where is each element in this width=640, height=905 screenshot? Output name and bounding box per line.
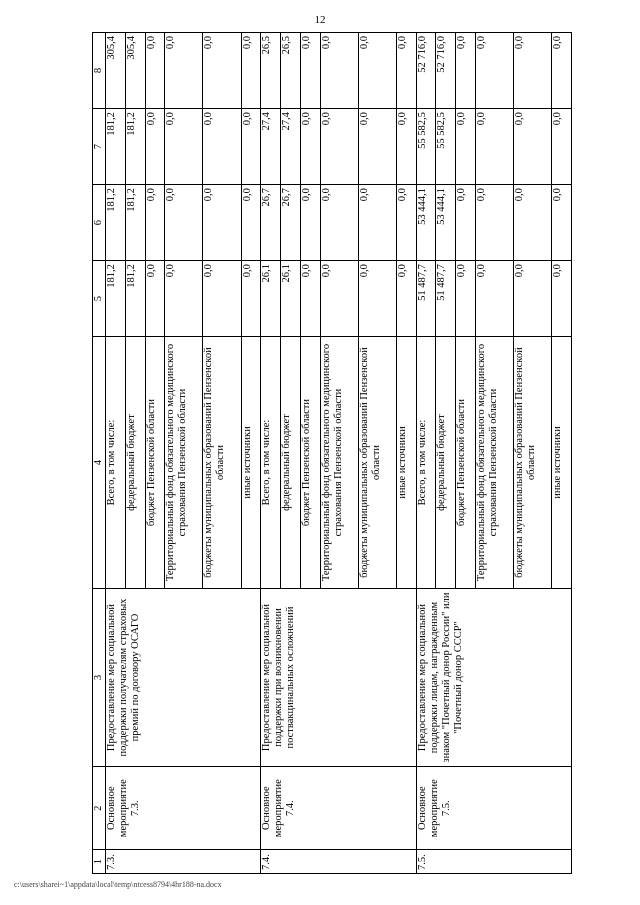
amount-cell: 0,0 [241,33,261,109]
amount-cell: 0,0 [300,109,320,185]
amount-cell: 26,1 [281,261,301,337]
table-row [106,33,126,874]
funding-source: Всего, в том числе: [261,337,281,589]
amount-cell: 0,0 [358,33,396,109]
column-number: 1 [93,850,106,874]
funding-source: бюджет Пензенской области [300,337,320,589]
funding-source: бюджеты муниципальных образований Пензенской области [514,337,552,589]
amount-cell: 0,0 [203,33,241,109]
funding-table [92,32,572,874]
amount-cell: 0,0 [552,109,572,185]
amount-cell: 0,0 [552,185,572,261]
funding-source: Территориальный фонд обязательного медицинского страхования Пензенской области [165,337,203,589]
column-number: 5 [93,261,106,337]
amount-cell: 0,0 [476,109,514,185]
amount-cell: 0,0 [396,261,416,337]
table-row [261,33,281,874]
activity-name: Основное мероприятие 7.5. [416,767,571,850]
amount-cell: 0,0 [456,261,476,337]
amount-cell: 0,0 [552,261,572,337]
amount-cell: 0,0 [165,185,203,261]
amount-cell: 0,0 [320,33,358,109]
amount-cell: 53 444,1 [416,185,436,261]
column-number: 7 [93,109,106,185]
amount-cell: 51 487,7 [436,261,456,337]
amount-cell: 26,7 [261,185,281,261]
funding-source: федеральный бюджет [281,337,301,589]
column-number-row [93,33,106,874]
amount-cell: 53 444,1 [436,185,456,261]
amount-cell: 0,0 [514,109,552,185]
column-number: 4 [93,337,106,589]
funding-source: Всего, в том числе: [106,337,126,589]
amount-cell: 0,0 [241,185,261,261]
amount-cell: 0,0 [203,261,241,337]
amount-cell: 0,0 [396,185,416,261]
amount-cell: 26,1 [261,261,281,337]
amount-cell: 0,0 [396,33,416,109]
amount-cell: 0,0 [514,185,552,261]
amount-cell: 0,0 [165,109,203,185]
funding-source: федеральный бюджет [436,337,456,589]
amount-cell: 0,0 [476,261,514,337]
amount-cell: 0,0 [514,33,552,109]
amount-cell: 0,0 [241,261,261,337]
funding-source: иные источники [241,337,261,589]
column-number: 2 [93,767,106,850]
activity-description: Предоставление мер социальной поддержки лицам, награжденным знаком "Почетный донор России" или "Почетный донор СССР" [416,588,571,766]
amount-cell: 0,0 [203,185,241,261]
activity-name: Основное мероприятие 7.4. [261,767,416,850]
funding-source: бюджеты муниципальных образований Пензенской области [358,337,396,589]
amount-cell: 0,0 [456,33,476,109]
amount-cell: 0,0 [358,109,396,185]
amount-cell: 0,0 [145,261,165,337]
funding-source: бюджет Пензенской области [456,337,476,589]
amount-cell: 0,0 [165,261,203,337]
amount-cell: 0,0 [300,185,320,261]
activity-description: Предоставление мер социальной поддержки получателям страховых премий по договору ОСАГО [106,588,261,766]
row-index: 7.3. [106,850,261,874]
row-index: 7.4. [261,850,416,874]
file-path: c:\users\sharei~1\appdata\local\temp\ntcess8794\4hr188-na.docx [14,880,222,889]
amount-cell: 0,0 [476,33,514,109]
table-body [106,33,572,874]
amount-cell: 0,0 [241,109,261,185]
amount-cell: 181,2 [106,261,126,337]
funding-source: Всего, в том числе: [416,337,436,589]
amount-cell: 305,4 [106,33,126,109]
rotated-table-area [92,32,572,874]
amount-cell: 0,0 [300,261,320,337]
column-number: 3 [93,588,106,766]
column-number: 6 [93,185,106,261]
funding-source: Территориальный фонд обязательного медицинского страхования Пензенской области [476,337,514,589]
amount-cell: 0,0 [145,109,165,185]
amount-cell: 26,5 [281,33,301,109]
amount-cell: 27,4 [261,109,281,185]
activity-description: Предоставление мер социальной поддержки при возникновении поствакцинальных осложнений [261,588,416,766]
amount-cell: 0,0 [358,261,396,337]
amount-cell: 0,0 [203,109,241,185]
amount-cell: 181,2 [125,109,145,185]
amount-cell: 181,2 [106,109,126,185]
column-number: 8 [93,33,106,109]
amount-cell: 52 716,0 [416,33,436,109]
amount-cell: 305,4 [125,33,145,109]
amount-cell: 55 582,5 [416,109,436,185]
funding-source: иные источники [396,337,416,589]
amount-cell: 181,2 [106,185,126,261]
amount-cell: 51 487,7 [416,261,436,337]
amount-cell: 0,0 [552,33,572,109]
amount-cell: 0,0 [456,109,476,185]
amount-cell: 0,0 [358,185,396,261]
amount-cell: 0,0 [320,109,358,185]
amount-cell: 181,2 [125,185,145,261]
amount-cell: 181,2 [125,261,145,337]
amount-cell: 55 582,5 [436,109,456,185]
amount-cell: 27,4 [281,109,301,185]
row-index: 7.5. [416,850,571,874]
table-row [416,33,436,874]
amount-cell: 0,0 [300,33,320,109]
funding-source: иные источники [552,337,572,589]
funding-source: бюджеты муниципальных образований Пензенской области [203,337,241,589]
amount-cell: 26,5 [261,33,281,109]
amount-cell: 0,0 [145,185,165,261]
amount-cell: 0,0 [320,261,358,337]
amount-cell: 0,0 [514,261,552,337]
funding-source: бюджет Пензенской области [145,337,165,589]
amount-cell: 0,0 [396,109,416,185]
amount-cell: 0,0 [165,33,203,109]
funding-source: федеральный бюджет [125,337,145,589]
funding-source: Территориальный фонд обязательного медицинского страхования Пензенской области [320,337,358,589]
amount-cell: 26,7 [281,185,301,261]
amount-cell: 0,0 [476,185,514,261]
amount-cell: 0,0 [145,33,165,109]
activity-name: Основное мероприятие 7.3. [106,767,261,850]
landscape-page [92,32,572,874]
amount-cell: 0,0 [320,185,358,261]
amount-cell: 0,0 [456,185,476,261]
page-number: 12 [314,14,326,26]
amount-cell: 52 716,0 [436,33,456,109]
